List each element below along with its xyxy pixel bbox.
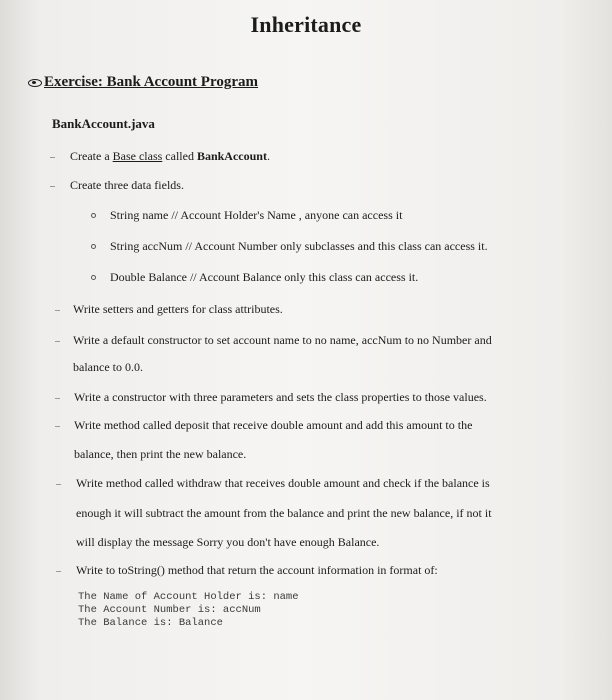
item-text: called [162, 149, 197, 163]
item-withdraw-line3: will display the message Sorry you don't have enough Balance. [76, 535, 380, 549]
field-accnum: String accNum // Account Number only subclasses and this class can access it. [110, 239, 488, 253]
field-name: String name // Account Holder's Name , anyone can access it [110, 208, 403, 222]
item-create-fields: Create three data fields. [70, 178, 184, 192]
item-setters: Write setters and getters for class attributes. [73, 302, 283, 316]
item-default-constructor-line2: balance to 0.0. [73, 360, 143, 374]
circle-bullet-icon [91, 213, 96, 218]
circle-bullet-icon [91, 244, 96, 249]
field-balance: Double Balance // Account Balance only this class can access it. [110, 270, 419, 284]
dash-bullet [50, 157, 55, 158]
exercise-heading [28, 74, 258, 91]
dash-bullet [55, 426, 60, 427]
item-default-constructor-line1: Write a default constructor to set account name to no name, accNum to no Number and [73, 333, 492, 347]
item-text: . [266, 149, 270, 163]
dash-bullet [55, 310, 60, 311]
item-withdraw-line1: Write method called withdraw that receives double amount and check if the balance is [76, 476, 490, 490]
eye-bullet-icon [28, 79, 42, 87]
file-name: BankAccount.java [52, 116, 155, 131]
item-deposit-line2: balance, then print the new balance. [74, 447, 247, 461]
page-title: Inheritance [250, 12, 362, 37]
item-tostring: Write to toString() method that return the account information in format of: [76, 563, 438, 577]
code-line: The Account Number is: accNum [78, 604, 261, 616]
dash-bullet [56, 484, 61, 485]
circle-bullet-icon [91, 275, 96, 280]
dash-bullet [50, 186, 55, 187]
item-withdraw-line2: enough it will subtract the amount from the balance and print the new balance, if not it [76, 506, 492, 520]
base-class-term: Base class [112, 149, 163, 163]
class-name: BankAccount [196, 149, 267, 163]
item-constructor-three: Write a constructor with three parameters and sets the class properties to those values. [74, 390, 487, 404]
item-deposit-line1: Write method called deposit that receive double amount and add this amount to the [74, 418, 473, 432]
exercise-heading-text: Exercise: Bank Account Program [44, 74, 259, 90]
dash-bullet [55, 398, 60, 399]
dash-bullet [56, 571, 61, 572]
code-line: The Name of Account Holder is: name [78, 591, 299, 603]
dash-bullet [55, 341, 60, 342]
item-create-base-class [70, 149, 270, 164]
code-line: The Balance is: Balance [78, 617, 223, 629]
item-text: Create a [70, 149, 113, 163]
